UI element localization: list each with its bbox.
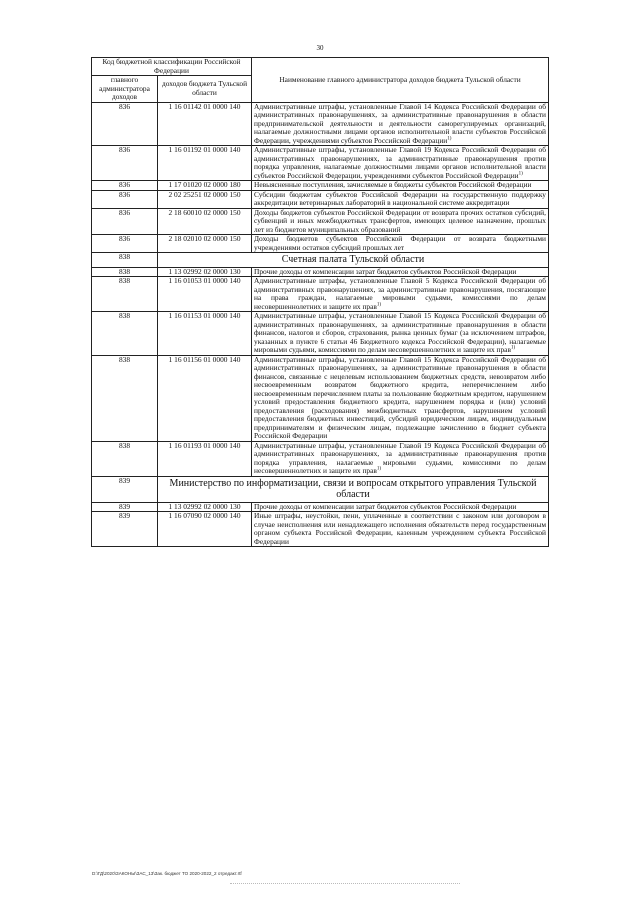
footnote-marker: 1) bbox=[376, 302, 382, 308]
footnote-marker: 1) bbox=[376, 466, 382, 472]
revenue-name-text: Прочие доходы от компенсации затрат бюджетов субъектов Российской Федерации bbox=[254, 266, 517, 276]
section-title: Министерство по информатизации, связи и вопросам открытого управления Тульской области bbox=[158, 476, 549, 502]
revenue-code-cell: 1 13 02992 02 0000 130 bbox=[158, 502, 252, 512]
footnote-marker: 1) bbox=[447, 136, 452, 142]
revenue-name-cell bbox=[252, 277, 549, 312]
admin-code-cell: 836 bbox=[92, 181, 158, 191]
revenue-code-cell: 1 13 02992 02 0000 130 bbox=[158, 267, 252, 277]
table-row bbox=[92, 235, 549, 253]
revenue-name-text: Административные штрафы, установленные Главой 15 Кодекса Российской Федерации об административных правонарушениях, за административные правонарушения в области финансов, налогов и сборов, страхования, рынка ценных бумаг (за исключением штрафов, указанных в пункте 6 статьи 46 Бюджетного кодекса Российской Федерации), налагаемые мировыми судьями, комиссиями по делам несовершеннолетних и защите их прав bbox=[254, 311, 546, 354]
revenue-name-text: Административные штрафы, установленные Главой 19 Кодекса Российской Федерации об административных правонарушениях, за административные правонарушения против порядка управления, налагаемые должностными лицами органов исполнительной власти субъектов Российской Федерации, учреждениями субъектов Российской Федерации bbox=[254, 145, 546, 180]
table-row bbox=[92, 102, 549, 146]
footnote-marker: 1) bbox=[518, 171, 523, 177]
table-row bbox=[92, 512, 549, 547]
revenue-name-cell bbox=[252, 512, 549, 547]
admin-code-cell: 838 bbox=[92, 441, 158, 476]
revenue-code-cell: 1 16 01153 01 0000 140 bbox=[158, 312, 252, 356]
section-row bbox=[92, 253, 549, 268]
table-body bbox=[92, 102, 549, 547]
header-administrator-name: Наименование главного администратора доходов бюджета Тульской области bbox=[252, 58, 549, 103]
revenue-name-cell bbox=[252, 190, 549, 208]
revenue-name-cell bbox=[252, 208, 549, 235]
revenue-name-cell bbox=[252, 312, 549, 356]
admin-code-cell: 838 bbox=[92, 253, 158, 268]
revenue-name-cell bbox=[252, 441, 549, 476]
revenue-name-text: Доходы бюджетов субъектов Российской Федерации от возврата бюджетными учреждениями остатков субсидий прошлых лет bbox=[254, 234, 546, 252]
admin-code-cell: 836 bbox=[92, 146, 158, 181]
admin-code-cell: 836 bbox=[92, 102, 158, 146]
revenue-name-text: Доходы бюджетов субъектов Российской Федерации от возврата прочих остатков субсидий, субвенций и иных межбюджетных трансфертов, имеющих целевое назначение, прошлых лет из бюджетов муниципальных образований bbox=[254, 207, 546, 234]
admin-code-cell: 839 bbox=[92, 512, 158, 547]
revenue-name-text: Субсидии бюджетам субъектов Российской Федерации на государственную поддержку аккредитации ветеринарных лабораторий в национальной системе аккредитации bbox=[254, 189, 546, 207]
section-title: Счетная палата Тульской области bbox=[158, 253, 549, 268]
admin-code-cell: 838 bbox=[92, 277, 158, 312]
revenue-code-cell: 1 16 01142 01 0000 140 bbox=[158, 102, 252, 146]
revenue-code-cell: 1 16 01193 01 0000 140 bbox=[158, 441, 252, 476]
admin-code-cell: 839 bbox=[92, 476, 158, 502]
header-budget-classification: Код бюджетной классификации Российской Федерации bbox=[92, 58, 252, 76]
revenue-code-cell: 1 17 01020 02 0000 180 bbox=[158, 181, 252, 191]
revenue-name-text: Административные штрафы, установленные Главой 5 Кодекса Российской Федерации об административных правонарушениях, за административные правонарушения, посягающие на права граждан, налагаемые мировыми судьями, комиссиями по делам несовершеннолетних и защите их прав bbox=[254, 276, 546, 311]
table-header-row bbox=[92, 58, 549, 76]
revenue-code-cell: 1 16 01156 01 0000 140 bbox=[158, 355, 252, 441]
table-row bbox=[92, 190, 549, 208]
revenue-name-cell bbox=[252, 355, 549, 441]
admin-code-cell: 838 bbox=[92, 355, 158, 441]
header-revenue-code: доходов бюджета Тульской области bbox=[158, 76, 252, 103]
admin-code-cell: 838 bbox=[92, 267, 158, 277]
scan-artifact bbox=[230, 883, 460, 886]
table-row bbox=[92, 312, 549, 356]
table-row bbox=[92, 208, 549, 235]
section-row bbox=[92, 476, 549, 502]
revenue-name-text: Административные штрафы, установленные Главой 15 Кодекса Российской Федерации об административных правонарушениях, за административные правонарушения в области финансов, связанные с нецелевым использованием бюджетных средств, невозвратом либо несвоевременным возвратом бюджетного кредита, неперечислением либо несвоевременным перечислением платы за пользование бюджетным кредитом, нарушением условий предоставления бюджетного кредита, нарушением порядка и (или) условий предоставления (расходования) межбюджетных трансфертов, нарушением условий предоставления бюджетных инвестиций, субсидий юридическим лицам, индивидуальным предпринимателям и физическим лицам, подлежащие зачислению в бюджет субъекта Российской Федерации bbox=[254, 354, 546, 440]
revenue-code-cell: 1 16 01192 01 0000 140 bbox=[158, 146, 252, 181]
table-row bbox=[92, 441, 549, 476]
revenue-name-cell bbox=[252, 146, 549, 181]
table-row bbox=[92, 277, 549, 312]
revenue-code-cell: 2 18 60010 02 0000 150 bbox=[158, 208, 252, 235]
revenue-name-text: Административные штрафы, установленные Главой 19 Кодекса Российской Федерации об административных правонарушениях, за административные правонарушения против порядка управления, налагаемые мировыми судьями, комиссиями по делам несовершеннолетних и защите их прав bbox=[254, 440, 546, 475]
revenue-code-cell: 1 16 01053 01 0000 140 bbox=[158, 277, 252, 312]
revenue-name-text: Административные штрафы, установленные Главой 14 Кодекса Российской Федерации об административных правонарушениях, за административные правонарушения в области предпринимательской деятельности и деятельности саморегулируемых организаций, налагаемые должностными лицами органов исполнительной власти субъектов Российской Федерации, учреждениями субъектов Российской Федерации bbox=[254, 101, 546, 145]
revenue-name-text: Иные штрафы, неустойки, пени, уплаченные в соответствии с законом или договором в случае неисполнения или ненадлежащего исполнения обязательств перед государственным органом субъекта Российской Федерации, казенным учреждением субъекта Российской Федерации bbox=[254, 511, 546, 546]
footer-file-path: D:\ГД\2020\ЗАКОНЫ\ЗАС_13\Зак. бюджет ТО 2020-2022_2 отредакт.rtf bbox=[92, 871, 242, 876]
revenue-code-cell: 2 18 02010 02 0000 150 bbox=[158, 235, 252, 253]
revenue-code-cell: 1 16 07090 02 0000 140 bbox=[158, 512, 252, 547]
admin-code-cell: 836 bbox=[92, 208, 158, 235]
page-number: 30 bbox=[316, 44, 324, 52]
revenue-administrators-table bbox=[91, 57, 549, 547]
admin-code-cell: 838 bbox=[92, 312, 158, 356]
revenue-name-cell bbox=[252, 235, 549, 253]
footnote-marker: 1) bbox=[510, 345, 516, 351]
header-main-administrator: главного администратора доходов bbox=[92, 76, 158, 103]
revenue-name-text: Невыясненные поступления, зачисляемые в бюджеты субъектов Российской Федерации bbox=[254, 180, 532, 189]
table-row bbox=[92, 355, 549, 441]
admin-code-cell: 836 bbox=[92, 235, 158, 253]
admin-code-cell: 836 bbox=[92, 190, 158, 208]
revenue-name-text: Прочие доходы от компенсации затрат бюджетов субъектов Российской Федерации bbox=[254, 501, 517, 511]
admin-code-cell: 839 bbox=[92, 502, 158, 512]
table-row bbox=[92, 146, 549, 181]
revenue-code-cell: 2 02 25251 02 0000 150 bbox=[158, 190, 252, 208]
revenue-name-cell bbox=[252, 102, 549, 146]
